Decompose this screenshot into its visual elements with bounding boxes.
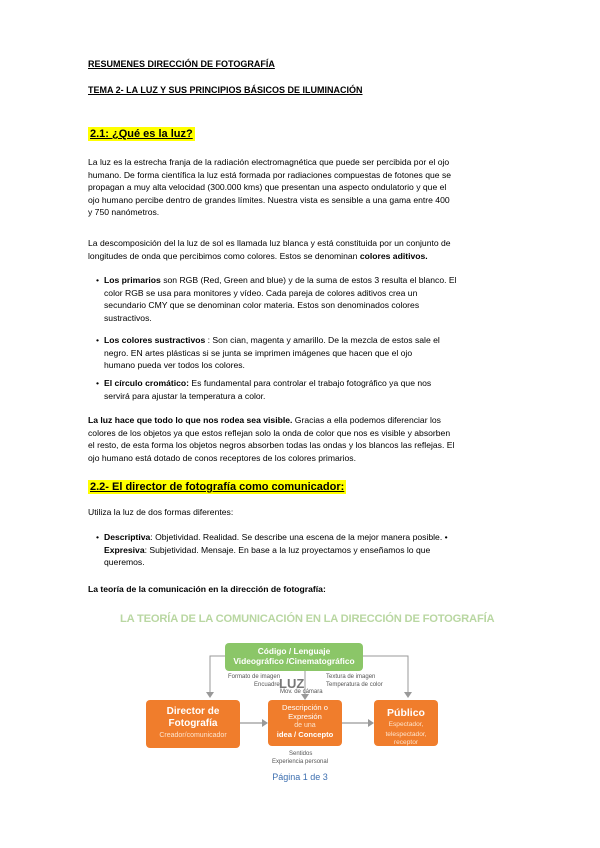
text-line: longitudes de onda que percibimos como colores. Estos se denominan: [88, 250, 360, 261]
audience-box: [374, 700, 438, 746]
text-line: secundario CMY que se denominan color materia. Estos son denominados colores: [104, 300, 420, 311]
annotation-experiencia: Experiencia personal: [272, 759, 329, 765]
bold-term: Los primarios: [104, 275, 161, 285]
text-line: : Objetividad. Realidad. Se describe una escena de la mejor manera posible. •: [150, 532, 448, 542]
text-line: negro. EN artes plásticas si se junta se imprimen imágenes que hacen que el ojo: [104, 347, 413, 358]
section-1-heading: 2.1: ¿Qué es la luz?: [90, 128, 193, 140]
box-label: Descripción o: [281, 703, 328, 712]
text-line: La luz es la estrecha franja de la radiación electromagnética que puede ser percibida por el ojo: [88, 157, 450, 167]
text-line: el resto, de esta forma los objetos negros absorben todas las ondas y los blancos las reflejas. El: [88, 440, 455, 451]
box-label: Público: [387, 707, 425, 719]
text-line: sustractivos.: [104, 312, 152, 323]
bullet-icon: •: [96, 335, 100, 345]
document-subtitle: TEMA 2- LA LUZ Y SUS PRINCIPIOS BÁSICOS DE ILUMINACIÓN: [88, 85, 363, 95]
theory-label: La teoría de la comunicación en la dirección de fotografía:: [88, 584, 326, 594]
section-1-paragraph-1: [88, 156, 518, 219]
bold-term: Los colores sustractivos: [104, 335, 206, 345]
bullet-circulo-cromatico: [96, 377, 518, 402]
luz-label: LUZ: [279, 676, 305, 691]
text-line: Es fundamental para controlar el trabajo fotográfico ya que nos: [189, 378, 432, 388]
section-2-heading: 2.2- El director de fotografía como comunicador:: [90, 481, 345, 493]
annotation-textura: Textura de imagen: [326, 674, 376, 680]
document-title: RESUMENES DIRECCIÓN DE FOTOGRAFÍA: [88, 59, 275, 69]
bold-term: Descriptiva: [104, 532, 151, 542]
text-line: servirá para ajustar la temperatura a color.: [104, 390, 266, 401]
box-label: Expresión: [288, 712, 322, 721]
bold-term: colores aditivos.: [359, 250, 428, 261]
text-line: La descomposición del la luz de sol es llamada luz blanca y está constituida por un conjunto de: [88, 238, 451, 248]
text-line: colores de los objetos ya que estos reflejan solo la onda de color que nos es visible y absorben: [88, 427, 451, 438]
bold-term: Expresiva: [104, 544, 145, 555]
text-line: Gracias a ella podemos diferenciar los: [292, 415, 441, 425]
code-language-box: [225, 643, 363, 671]
text-line: humano pueda ver todos los colores.: [104, 360, 245, 371]
communication-diagram: [118, 612, 495, 776]
bullet-sustractivos: [96, 334, 518, 372]
diagram-title: LA TEORÍA DE LA COMUNICACIÓN EN LA DIRECCIÓN DE FOTOGRAFÍA: [120, 613, 495, 625]
box-sublabel: Espectador,: [388, 721, 424, 728]
box-sublabel: de una: [294, 722, 316, 729]
box-label: idea / Concepto: [276, 730, 334, 739]
annotation-movimiento: Mov. de cámara: [280, 689, 323, 695]
box-sublabel: Creador/comunicador: [159, 732, 227, 739]
box-label: Director de: [166, 706, 220, 717]
text-line: : Subjetividad. Mensaje. En base a la luz proyectamos y enseñamos lo que: [144, 544, 431, 555]
text-line: queremos.: [104, 557, 145, 568]
box-label: Fotografía: [168, 718, 218, 729]
annotation-encuadre: Encuadre: [254, 682, 280, 688]
annotation-formato: Formato de imagen: [228, 674, 281, 680]
director-box: [146, 700, 240, 748]
box-label: Videográfico /Cinematográfico: [233, 656, 355, 666]
bullet-icon: •: [96, 532, 100, 542]
text-line: humano. De forma científica la luz está formada por radiaciones compuestas de fotones que se: [88, 169, 452, 180]
page-number: Página 1 de 3: [272, 772, 328, 782]
text-line: ojo humano está dotado de conos receptores de los colores primarios.: [88, 452, 356, 463]
text-line: son RGB (Red, Green and blue) y de la suma de estos 3 resulta el blanco. El: [160, 275, 457, 285]
annotation-temperatura: Temperatura de color: [326, 682, 383, 688]
bullet-primarios: [96, 274, 518, 324]
bold-term: La luz hace que todo lo que nos rodea sea visible.: [88, 415, 293, 425]
section-2-intro: Utiliza la luz de dos formas diferentes:: [88, 507, 234, 517]
box-label: Código / Lenguaje: [257, 646, 331, 656]
text-line: propagan a muy alta velocidad (300.000 kms) que presentan una aspecto ondulatorio y que el: [88, 182, 447, 193]
bullet-icon: •: [96, 378, 100, 388]
bullet-icon: •: [96, 275, 100, 285]
text-line: : Son cian, magenta y amarillo. De la mezcla de estos sale el: [205, 335, 440, 345]
box-sublabel: telespectador, receptor: [385, 731, 427, 746]
section-1-paragraph-2: [88, 237, 518, 262]
text-line: ojo humano percibe dentro de grandes límites. Nuestra vista es sensible a una gama entre 400: [88, 194, 450, 205]
section-1-paragraph-3: [88, 414, 518, 464]
bold-term: El círculo cromático:: [104, 378, 190, 388]
text-line: y 750 nanómetros.: [88, 207, 160, 218]
message-box: [268, 700, 342, 746]
bullet-descriptiva-expresiva: [96, 531, 518, 569]
annotation-sentidos: Sentidos: [289, 751, 313, 757]
text-line: color RGB se usa para monitores y vídeo. Cada pareja de colores aditivos crea un: [104, 287, 418, 298]
